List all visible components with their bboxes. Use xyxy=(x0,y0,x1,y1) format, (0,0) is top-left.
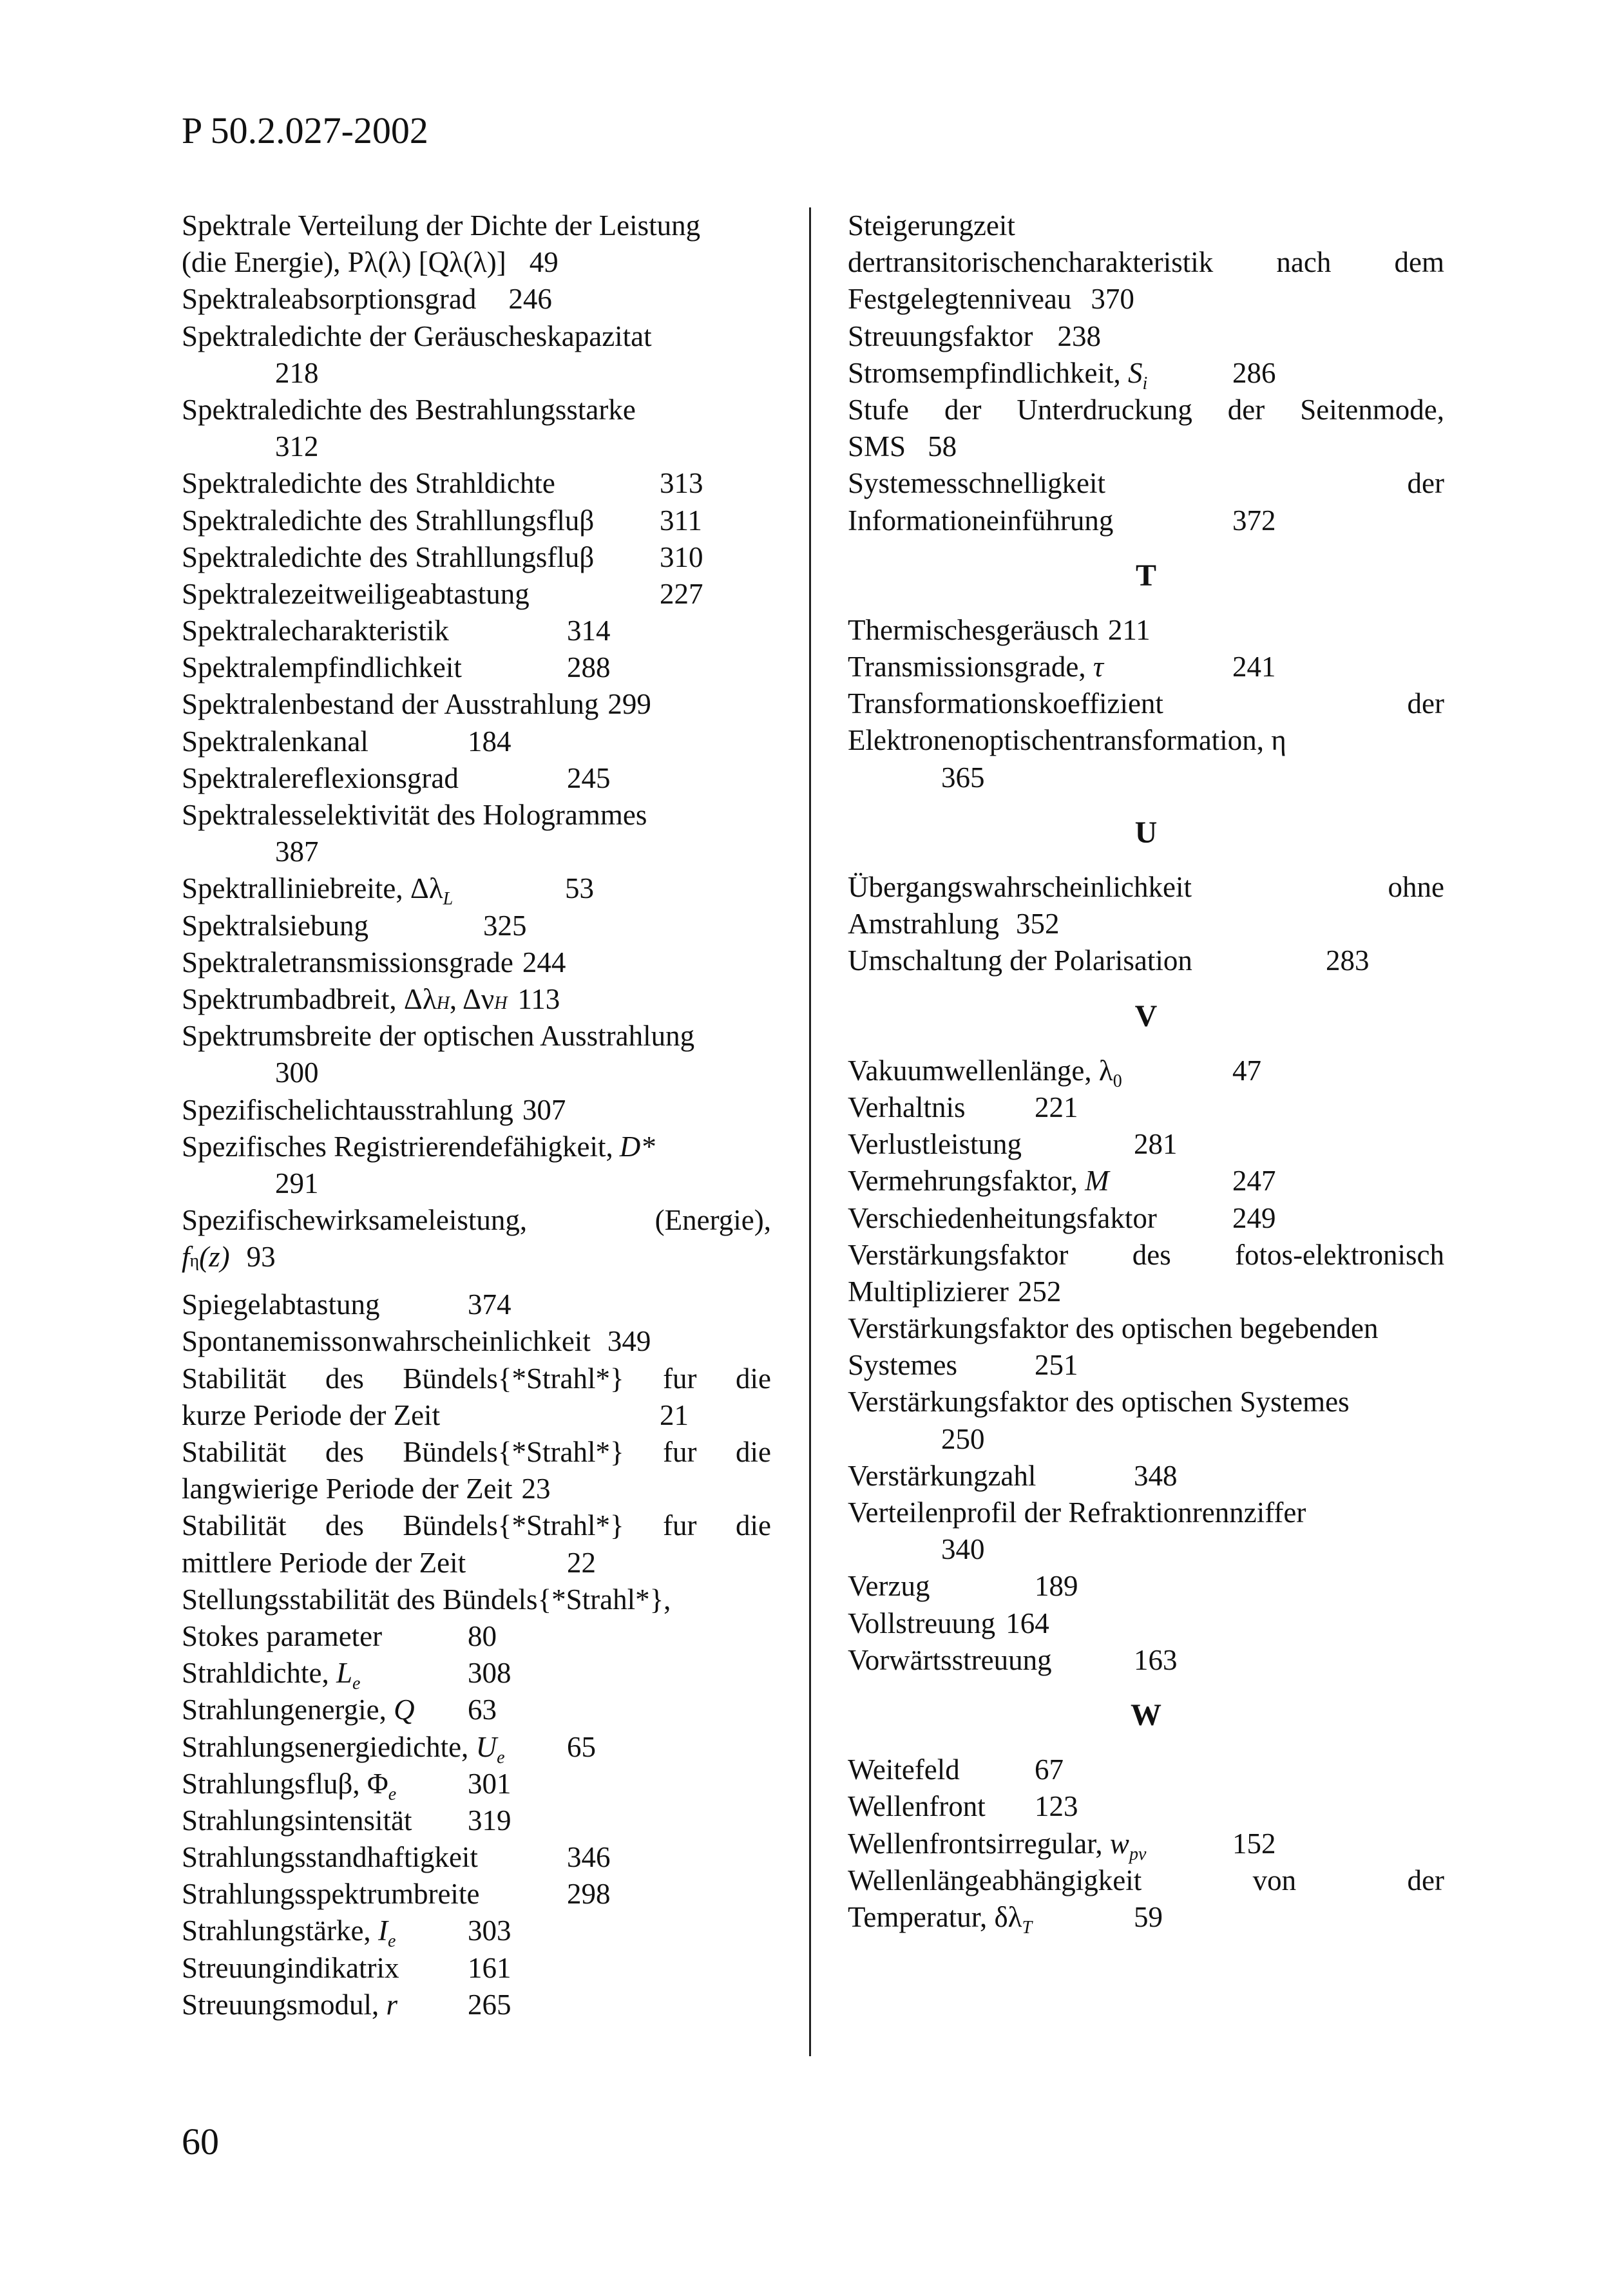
entry-page: 314 xyxy=(567,615,611,647)
index-entry xyxy=(182,1618,771,1655)
entry-page: 387 xyxy=(275,835,319,868)
index-entry xyxy=(182,1286,771,1323)
entry-term: Spezifischewirksameleistung, xyxy=(182,1204,528,1237)
entry-word: Seitenmode, xyxy=(1300,393,1444,426)
entry-term: Spektrumbadbreit, Δλ xyxy=(182,982,437,1015)
entry-term: kurze Periode der Zeit xyxy=(182,1399,441,1431)
entry-word: der xyxy=(944,393,982,426)
index-entry xyxy=(848,1237,1444,1310)
index-entry xyxy=(848,612,1444,649)
entry-term: Elektronenoptischentransformation, η xyxy=(848,724,1286,757)
entry-word: die xyxy=(736,1436,771,1468)
entry-term: Informationeinführung xyxy=(848,504,1114,537)
entry-word: Stabilität xyxy=(182,1436,287,1468)
index-entry xyxy=(848,355,1444,392)
entry-symbol: w xyxy=(1109,1827,1129,1860)
entry-term: Umschaltung der Polarisation xyxy=(848,944,1192,977)
index-entry xyxy=(848,1568,1444,1605)
entry-word: Verstärkungsfaktor xyxy=(848,1238,1069,1271)
entry-term: Festgelegtenniveau xyxy=(848,283,1072,316)
index-entry xyxy=(182,1987,771,2023)
entry-symbol: U xyxy=(475,1730,497,1763)
entry-page: 365 xyxy=(941,761,985,794)
entry-subscript: η xyxy=(189,1251,200,1272)
document-code: P 50.2.027-2002 xyxy=(182,110,428,151)
entry-page: 288 xyxy=(567,651,611,684)
index-entry xyxy=(182,981,771,1018)
entry-page: 265 xyxy=(468,1988,511,2021)
index-entry xyxy=(182,1507,771,1581)
entry-page: 249 xyxy=(1232,1201,1276,1234)
section-letter-u: U xyxy=(1134,815,1158,850)
entry-page: 49 xyxy=(529,246,559,279)
entry-page: 303 xyxy=(468,1914,511,1947)
index-entry xyxy=(848,649,1444,685)
entry-symbol: S xyxy=(1127,356,1143,389)
entry-page: 163 xyxy=(1134,1643,1178,1676)
entry-term: Wellenfront xyxy=(848,1790,986,1823)
index-entry xyxy=(182,1434,771,1507)
entry-term: Strahlungenergie, xyxy=(182,1694,387,1726)
entry-word: ohne xyxy=(1388,871,1444,903)
index-entry xyxy=(848,1200,1444,1237)
entry-term: Spektralliniebreite, Δλ xyxy=(182,872,443,905)
entry-word: Stabilität xyxy=(182,1509,287,1542)
entry-subscript: e xyxy=(497,1747,505,1768)
entry-symbol: τ xyxy=(1093,651,1103,683)
section-letter-t: T xyxy=(1135,558,1156,593)
entry-word: der xyxy=(1407,687,1444,720)
entry-page: 301 xyxy=(468,1767,511,1800)
entry-page: 319 xyxy=(468,1804,511,1837)
entry-word: der xyxy=(1227,393,1265,426)
entry-page: 298 xyxy=(567,1878,611,1911)
index-entry xyxy=(182,1839,771,1876)
index-entry xyxy=(182,944,771,981)
entry-term: Verstärkungsfaktor des optischen begebenden xyxy=(848,1312,1379,1345)
entry-page: 348 xyxy=(1134,1459,1178,1492)
index-entry xyxy=(848,1752,1444,1788)
index-entry xyxy=(848,1605,1444,1642)
entry-term: Spektralezeitweiligeabtastung xyxy=(182,577,530,610)
entry-subscript: e xyxy=(387,1931,396,1952)
entry-word: fur xyxy=(663,1509,697,1542)
entry-page: 211 xyxy=(1107,613,1151,646)
entry-subscript: pv xyxy=(1129,1844,1147,1864)
entry-subscript: T xyxy=(1022,1917,1033,1938)
entry-word: Bündels{*Strahl*} xyxy=(403,1436,624,1468)
index-entry xyxy=(848,685,1444,796)
entry-page: 286 xyxy=(1232,356,1276,389)
entry-page: 245 xyxy=(567,761,611,794)
entry-term: Strahlungsstandhaftigkeit xyxy=(182,1841,478,1874)
entry-page: 123 xyxy=(1035,1790,1078,1823)
index-entry xyxy=(848,1384,1444,1457)
entry-subscript: 0 xyxy=(1113,1071,1122,1091)
entry-subscript: i xyxy=(1142,373,1148,394)
entry-page: 281 xyxy=(1134,1128,1178,1161)
index-entry xyxy=(182,1581,771,1618)
entry-page: 164 xyxy=(1006,1607,1049,1639)
entry-page: 241 xyxy=(1232,651,1276,683)
entry-page: 67 xyxy=(1035,1753,1064,1786)
index-entry xyxy=(848,1788,1444,1825)
entry-term: Thermischesgeräusch xyxy=(848,613,1099,646)
entry-term: Temperatur, δλ xyxy=(848,1900,1022,1933)
entry-word: des xyxy=(1132,1238,1171,1271)
entry-word: fur xyxy=(663,1436,697,1468)
index-entry xyxy=(182,281,771,318)
entry-term: Transmissionsgrade, xyxy=(848,651,1086,683)
index-entry xyxy=(182,1766,771,1802)
index-entry xyxy=(182,870,771,910)
entry-term: Spektralenbestand der Ausstrahlung xyxy=(182,688,599,721)
entry-word: Übergangswahrscheinlichkeit xyxy=(848,871,1192,903)
entry-term: Spektralereflexionsgrad xyxy=(182,761,459,794)
entry-term: Spektraleabsorptionsgrad xyxy=(182,283,477,316)
entry-term: Spektralesselektivität des Hologrammes xyxy=(182,799,647,831)
entry-page: 63 xyxy=(468,1694,497,1726)
entry-page: 152 xyxy=(1232,1827,1276,1860)
entry-word: Wellenlängeabhängigkeit xyxy=(848,1864,1142,1896)
entry-symbol: Q xyxy=(394,1694,415,1726)
entry-subscript: H xyxy=(494,993,508,1013)
entry-term: Strahlungsenergiedichte, xyxy=(182,1730,469,1763)
entry-term: Verschiedenheitungsfaktor xyxy=(848,1201,1157,1234)
index-entry xyxy=(182,1018,771,1091)
entry-subscript: H xyxy=(436,993,450,1013)
entry-term: Spektraledichte des Strahllungsfluβ xyxy=(182,504,595,537)
entry-term: Spiegelabtastung xyxy=(182,1288,380,1321)
entry-term: Spektraledichte des Bestrahlungsstarke xyxy=(182,393,636,426)
entry-word: von xyxy=(1252,1864,1297,1896)
entry-word: Stufe xyxy=(848,393,909,426)
entry-term: Strahlungstärke, xyxy=(182,1914,371,1947)
entry-word: dem xyxy=(1394,246,1444,279)
entry-term: Streuungsfaktor xyxy=(848,320,1033,352)
entry-term: (Energie), xyxy=(654,1204,771,1237)
entry-term: SMS xyxy=(848,430,906,463)
entry-page: 307 xyxy=(522,1093,566,1126)
entry-page: 283 xyxy=(1326,944,1370,977)
index-entry xyxy=(182,686,771,723)
entry-term: Spektralsiebung xyxy=(182,909,368,942)
index-entry xyxy=(848,1310,1444,1384)
index-entry xyxy=(848,1862,1444,1936)
entry-term: Weitefeld xyxy=(848,1753,960,1786)
entry-page: 47 xyxy=(1232,1054,1261,1087)
entry-page: 161 xyxy=(468,1951,511,1984)
entry-page: 300 xyxy=(275,1056,319,1089)
entry-subscript: e xyxy=(352,1674,361,1694)
entry-term: Spektrale Verteilung der Dichte der Leistung xyxy=(182,209,701,242)
entry-word: fur xyxy=(663,1362,697,1395)
index-entry xyxy=(182,760,771,797)
entry-word: des xyxy=(325,1362,364,1395)
index-entry xyxy=(182,502,771,539)
entry-term: Verlustleistung xyxy=(848,1128,1022,1161)
entry-term: Verteilenprofil der Refraktionrennziffer xyxy=(848,1496,1306,1529)
entry-symbol: M xyxy=(1085,1165,1109,1198)
index-entry xyxy=(182,723,771,760)
entry-word: die xyxy=(736,1362,771,1395)
entry-page: 352 xyxy=(1015,908,1060,940)
index-entry xyxy=(848,392,1444,465)
entry-word: der xyxy=(1407,1864,1444,1896)
index-entry xyxy=(182,613,771,649)
entry-symbol-arg: (z) xyxy=(199,1241,230,1274)
entry-page: 374 xyxy=(468,1288,511,1321)
index-column-left xyxy=(182,207,771,2023)
entry-word: dertransitorischencharakteristik xyxy=(848,246,1214,279)
entry-term: Spektralempfindlichkeit xyxy=(182,651,462,684)
entry-term: Verstärkungsfaktor des optischen Systemes xyxy=(848,1386,1350,1418)
index-entry xyxy=(848,942,1444,979)
entry-page: 227 xyxy=(660,577,703,610)
entry-page: 310 xyxy=(660,540,703,573)
entry-term: Spektralenkanal xyxy=(182,725,368,758)
entry-symbol: r xyxy=(386,1988,398,2021)
entry-term: Spontanemissonwahrscheinlichkeit xyxy=(182,1325,591,1358)
entry-page: 189 xyxy=(1035,1570,1078,1603)
index-entry xyxy=(848,869,1444,942)
entry-page: 313 xyxy=(660,467,703,500)
entry-term: Vermehrungsfaktor, xyxy=(848,1165,1078,1198)
section-letter-w: W xyxy=(1131,1697,1161,1732)
entry-page: 308 xyxy=(468,1657,511,1690)
index-entry xyxy=(182,1360,771,1434)
index-entry xyxy=(182,1655,771,1692)
index-column-right xyxy=(848,207,1444,1936)
entry-word: Systemesschnelligkeit xyxy=(848,467,1105,500)
entry-term: Spektraletransmissionsgrade xyxy=(182,946,513,978)
index-entry xyxy=(182,1729,771,1766)
entry-page: 184 xyxy=(468,725,511,758)
entry-page: 251 xyxy=(1035,1349,1078,1382)
column-divider xyxy=(809,207,811,2056)
entry-page: 218 xyxy=(275,356,319,389)
entry-word: nach xyxy=(1276,246,1332,279)
entry-term: Strahlungsspektrumbreite xyxy=(182,1878,480,1911)
index-entry xyxy=(182,1876,771,1913)
entry-term: Verstärkungzahl xyxy=(848,1459,1036,1492)
entry-page: 59 xyxy=(1134,1900,1163,1933)
entry-term: Verhaltnis xyxy=(848,1091,966,1123)
entry-word: Unterdruckung xyxy=(1017,393,1192,426)
entry-term: langwierige Periode der Zeit xyxy=(182,1473,513,1505)
index-entry xyxy=(182,576,771,613)
entry-page: 247 xyxy=(1232,1165,1276,1198)
entry-word: fotos-elektronisch xyxy=(1235,1238,1444,1271)
index-entry xyxy=(182,1802,771,1839)
entry-page: 58 xyxy=(928,430,957,463)
page-number: 60 xyxy=(182,2121,219,2162)
index-entry xyxy=(848,1826,1444,1862)
index-entry xyxy=(182,1950,771,1987)
index-entry xyxy=(182,649,771,686)
entry-term: Wellenfrontsirregular, xyxy=(848,1827,1103,1860)
entry-page: 291 xyxy=(275,1167,319,1199)
entry-term: Spektraledichte des Strahllungsfluβ xyxy=(182,540,595,573)
entry-symbol: f xyxy=(182,1241,190,1274)
entry-page: 238 xyxy=(1057,320,1101,352)
entry-symbol: D* xyxy=(619,1130,655,1163)
index-entry xyxy=(182,908,771,944)
index-entry xyxy=(182,465,771,502)
entry-page: 349 xyxy=(607,1325,651,1358)
entry-word: der xyxy=(1407,467,1444,500)
entry-page: 244 xyxy=(522,946,566,978)
entry-page: 250 xyxy=(941,1422,985,1455)
index-entry xyxy=(848,207,1444,318)
entry-page: 312 xyxy=(275,430,319,463)
entry-page: 299 xyxy=(607,688,651,721)
entry-term-part: , Δν xyxy=(449,982,495,1015)
index-entry xyxy=(182,1129,771,1202)
entry-page: 325 xyxy=(483,909,527,942)
entry-term: Vorwärtsstreuung xyxy=(848,1643,1052,1676)
entry-term: Spektralecharakteristik xyxy=(182,615,449,647)
entry-page: 346 xyxy=(567,1841,611,1874)
entry-term: Verzug xyxy=(848,1570,930,1603)
entry-page: 370 xyxy=(1091,283,1134,316)
entry-term: Streuungindikatrix xyxy=(182,1951,399,1984)
entry-term: Vollstreuung xyxy=(848,1607,996,1639)
entry-page: 93 xyxy=(246,1241,276,1274)
index-entry xyxy=(182,1692,771,1728)
entry-term: Strahldichte, xyxy=(182,1657,329,1690)
entry-term: Stromsempfindlichkeit, xyxy=(848,356,1121,389)
entry-term: Stellungsstabilität des Bündels{*Strahl*}, xyxy=(182,1583,671,1616)
entry-page: 372 xyxy=(1232,504,1276,537)
entry-page: 80 xyxy=(468,1619,497,1652)
index-entry xyxy=(848,1126,1444,1163)
entry-page: 311 xyxy=(660,504,702,537)
index-entry xyxy=(182,1202,771,1286)
entry-term: Spezifisches Registrierendefähigkeit, xyxy=(182,1130,613,1163)
entry-word: Bündels{*Strahl*} xyxy=(403,1362,624,1395)
entry-page: 23 xyxy=(521,1473,551,1505)
entry-subscript: e xyxy=(388,1784,397,1804)
entry-page: 113 xyxy=(517,982,560,1015)
entry-page: 65 xyxy=(567,1730,596,1763)
index-entry xyxy=(182,207,771,281)
entry-page: 53 xyxy=(565,872,594,905)
entry-page: 246 xyxy=(508,283,552,316)
entry-word: die xyxy=(736,1509,771,1542)
entry-term: Streuungsmodul, xyxy=(182,1988,379,2021)
entry-symbol: L xyxy=(336,1657,352,1690)
entry-term: Spektraledichte des Strahldichte xyxy=(182,467,555,500)
entry-term: Multiplizierer xyxy=(848,1275,1009,1308)
entry-word: des xyxy=(325,1436,364,1468)
entry-term: Vakuumwellenlänge, λ xyxy=(848,1054,1113,1087)
entry-subscript: L xyxy=(443,889,454,910)
entry-symbol: I xyxy=(377,1914,388,1947)
entry-page: 21 xyxy=(660,1399,689,1431)
entry-page: 221 xyxy=(1035,1091,1078,1123)
entry-page: 340 xyxy=(941,1533,985,1566)
index-entry xyxy=(848,1642,1444,1679)
index-entry xyxy=(848,1163,1444,1199)
index-entry xyxy=(182,1092,771,1129)
entry-term: Steigerungzeit xyxy=(848,209,1015,242)
entry-term: mittlere Periode der Zeit xyxy=(182,1546,466,1579)
index-entry xyxy=(848,465,1444,539)
entry-term: Spezifischelichtausstrahlung xyxy=(182,1093,513,1126)
entry-term: Strahlungsfluβ, Φ xyxy=(182,1767,388,1800)
entry-term: Spektrumsbreite der optischen Ausstrahlung xyxy=(182,1020,695,1053)
index-entry xyxy=(182,318,771,392)
index-entry xyxy=(848,1053,1444,1089)
entry-word: des xyxy=(325,1509,364,1542)
index-entry xyxy=(182,797,771,870)
section-letter-v: V xyxy=(1134,998,1158,1033)
entry-term: (die Energie), Pλ(λ) [Qλ(λ)] xyxy=(182,246,506,279)
entry-term: Strahlungsintensität xyxy=(182,1804,412,1837)
entry-word: Bündels{*Strahl*} xyxy=(403,1509,624,1542)
entry-word: Transformationskoeffizient xyxy=(848,687,1163,720)
index-entry xyxy=(848,318,1444,355)
index-entry xyxy=(182,392,771,465)
entry-term: Amstrahlung xyxy=(848,908,999,940)
entry-term: Spektraledichte der Geräuscheskapazitat xyxy=(182,320,652,352)
index-entry xyxy=(848,1494,1444,1568)
entry-word: Stabilität xyxy=(182,1362,287,1395)
entry-page: 252 xyxy=(1017,1275,1062,1308)
index-entry xyxy=(848,1458,1444,1494)
entry-term: Stokes parameter xyxy=(182,1619,383,1652)
index-entry xyxy=(182,539,771,576)
index-entry xyxy=(182,1323,771,1360)
entry-page: 22 xyxy=(567,1546,596,1579)
index-entry xyxy=(182,1913,771,1952)
entry-term: Systemes xyxy=(848,1349,958,1382)
